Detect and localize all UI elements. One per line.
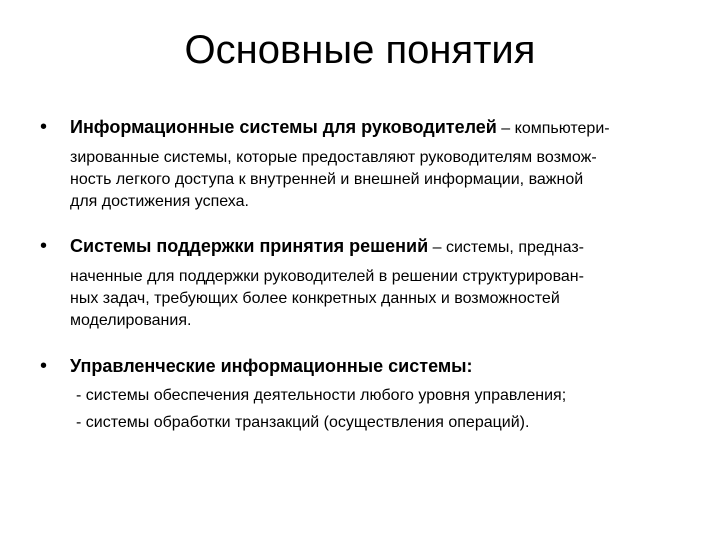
bullet-marker: • <box>40 116 48 138</box>
definition-line: ных задач, требующих более конкретных данных и возможностей <box>70 290 560 307</box>
bullet-marker: • <box>40 235 48 257</box>
bullet-marker: • <box>40 355 48 377</box>
sub-item: - системы обеспечения деятельности любого уровня управления; <box>76 387 567 404</box>
item-lead <box>70 354 690 378</box>
sub-item: - системы обработки транзакций (осуществления операций). <box>76 414 530 431</box>
list-item <box>70 115 690 213</box>
slide-title: Основные понятия <box>184 28 536 72</box>
item-term: Управленческие информационные системы: <box>70 356 473 376</box>
list-item <box>70 354 690 378</box>
item-definition <box>70 147 690 213</box>
list-item <box>70 234 690 332</box>
definition-line: зированные системы, которые предоставляют руководителям возмож- <box>70 149 597 166</box>
item-lead <box>70 115 690 141</box>
item-definition-start: – компьютери- <box>496 120 610 137</box>
item-term: Системы поддержки принятия решений <box>70 236 429 256</box>
item-definition <box>70 266 690 332</box>
definition-line: ность легкого доступа к внутренней и внешней информации, важной <box>70 171 584 188</box>
item-definition-start: – системы, предназ- <box>428 239 584 256</box>
definition-line: моделирования. <box>70 312 192 329</box>
item-lead <box>70 234 690 260</box>
definition-line: для достижения успеха. <box>70 193 249 210</box>
definition-line: наченные для поддержки руководителей в решении структурирован- <box>70 268 584 285</box>
item-term: Информационные системы для руководителей <box>70 117 497 137</box>
